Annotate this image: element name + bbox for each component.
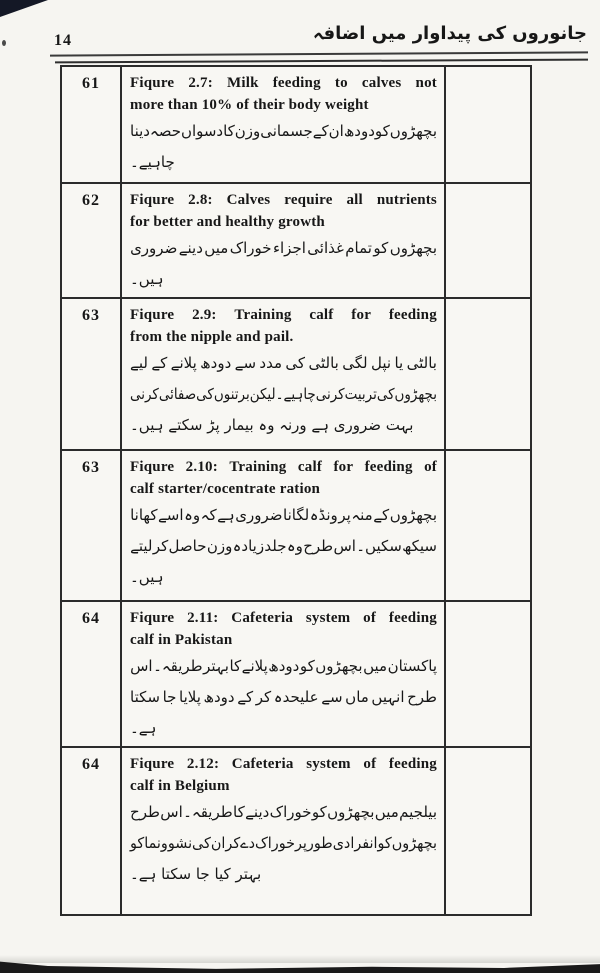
table-row [62,299,530,451]
caption-english-line: Fiqure 2.8: Calves require all nutrients [130,192,437,208]
caption-urdu-line: بچھڑوں کو دودھ ان کے جسمانی وزن کا دسواں حصہ دینا [130,122,437,140]
notes-cell [446,451,530,600]
caption-cell [122,451,446,600]
row-number: 62 [82,192,100,209]
caption-urdu-line: ہے۔ [130,719,157,737]
row-number-cell [62,602,122,746]
caption-urdu-line: بہتر کیا جا سکتا ہے۔ [130,865,262,883]
caption-urdu-line: بہت ضروری ہے ورنہ وہ بیمار پڑ سکتے ہیں۔ [130,416,414,434]
notes-cell [446,67,530,182]
bottom-scan-smear [0,955,600,963]
title-underline [50,51,588,56]
caption-english-line: Fiqure 2.10: Training calf for feeding of [130,459,437,475]
page-number: 14 [54,32,72,49]
page-corner-artifact [0,0,48,17]
page-title: جانوروں کی پیداوار میں اضافہ [312,23,587,44]
caption-cell [122,184,446,297]
caption-english-line: Fiqure 2.9: Training calf for feeding [130,307,437,323]
caption-english [130,304,437,348]
caption-urdu-line: ہیں۔ [130,568,164,586]
notes-cell [446,602,530,746]
row-number-cell [62,748,122,914]
caption-urdu [130,348,437,441]
ink-speck [2,40,6,46]
caption-english [130,753,437,797]
caption-urdu [130,651,437,744]
notes-cell [446,299,530,449]
table-row [62,602,530,748]
row-number: 64 [82,610,100,627]
caption-urdu [130,500,437,593]
caption-english-line: from the nipple and pail. [130,329,294,345]
caption-urdu-line: بچھڑوں کی تربیت کرنی چاہیے۔ لیکن برتنوں کی صفائی کرنی [129,385,437,403]
row-number: 63 [82,307,100,324]
caption-urdu [130,797,437,890]
notes-cell [446,748,530,914]
caption-english [130,456,437,500]
caption-english-line: Fiqure 2.11: Cafeteria system of feeding [130,610,437,626]
caption-english-line: for better and healthy growth [130,214,325,230]
table-row [62,184,530,299]
table-row [62,67,530,184]
notes-cell [446,184,530,297]
caption-urdu-line: بچھڑوں کو تمام غذائی اجزاء خوراک میں دینے ضروری [130,239,437,257]
caption-urdu-line: بچھڑوں کے منہ پر ونڈہ لگانا ضروری ہے کہ وہ اسے کھانا [130,506,437,524]
header-rule [55,59,588,64]
caption-english-line: calf starter/cocentrate ration [130,481,321,497]
caption-english [130,189,437,233]
row-number-cell [62,451,122,600]
caption-urdu-line: بچھڑوں کو انفرادی طور پر خوراک دے کر ان کی نشوونما کو [129,834,437,852]
contents-table [60,65,532,916]
caption-urdu-line: پاکستان میں بچھڑوں کو دودھ پلانے کا بہتر طریقہ۔ اس [130,657,437,675]
caption-cell [122,602,446,746]
caption-english-line: calf in Pakistan [130,632,233,648]
row-number: 63 [82,459,100,476]
caption-urdu-line: سیکھ سکیں۔ اس طرح وہ جلد زیادہ وزن حاصل کر لیتے [130,537,437,555]
caption-urdu [130,233,437,295]
caption-english [130,72,437,116]
caption-urdu-line: چاہیے۔ [130,153,175,171]
row-number-cell [62,299,122,449]
row-number-cell [62,184,122,297]
caption-urdu-line: بالٹی یا نپل لگی بالٹی کی مدد سے دودھ پلانے کے لیے [130,354,437,372]
row-number-cell [62,67,122,182]
caption-urdu-line: ہیں۔ [130,270,164,288]
caption-english-line: Fiqure 2.12: Cafeteria system of feeding [130,756,437,772]
caption-urdu-line: بیلجیم میں بچھڑوں کو خوراک دینے کا طریقہ۔ اس طرح [130,803,437,821]
caption-urdu [130,116,437,178]
caption-cell [122,748,446,914]
caption-cell [122,299,446,449]
caption-english-line: Fiqure 2.7: Milk feeding to calves not [130,75,437,91]
row-number: 64 [82,756,100,773]
caption-english [130,607,437,651]
caption-cell [122,67,446,182]
caption-english-line: calf in Belgium [130,778,230,794]
caption-urdu-line: طرح انہیں ماں سے علیحدہ کر کے دودھ پلایا جا سکتا [130,688,437,706]
row-number: 61 [82,75,100,92]
table-row [62,451,530,602]
table-row [62,748,530,914]
caption-english-line: more than 10% of their body weight [130,97,369,113]
